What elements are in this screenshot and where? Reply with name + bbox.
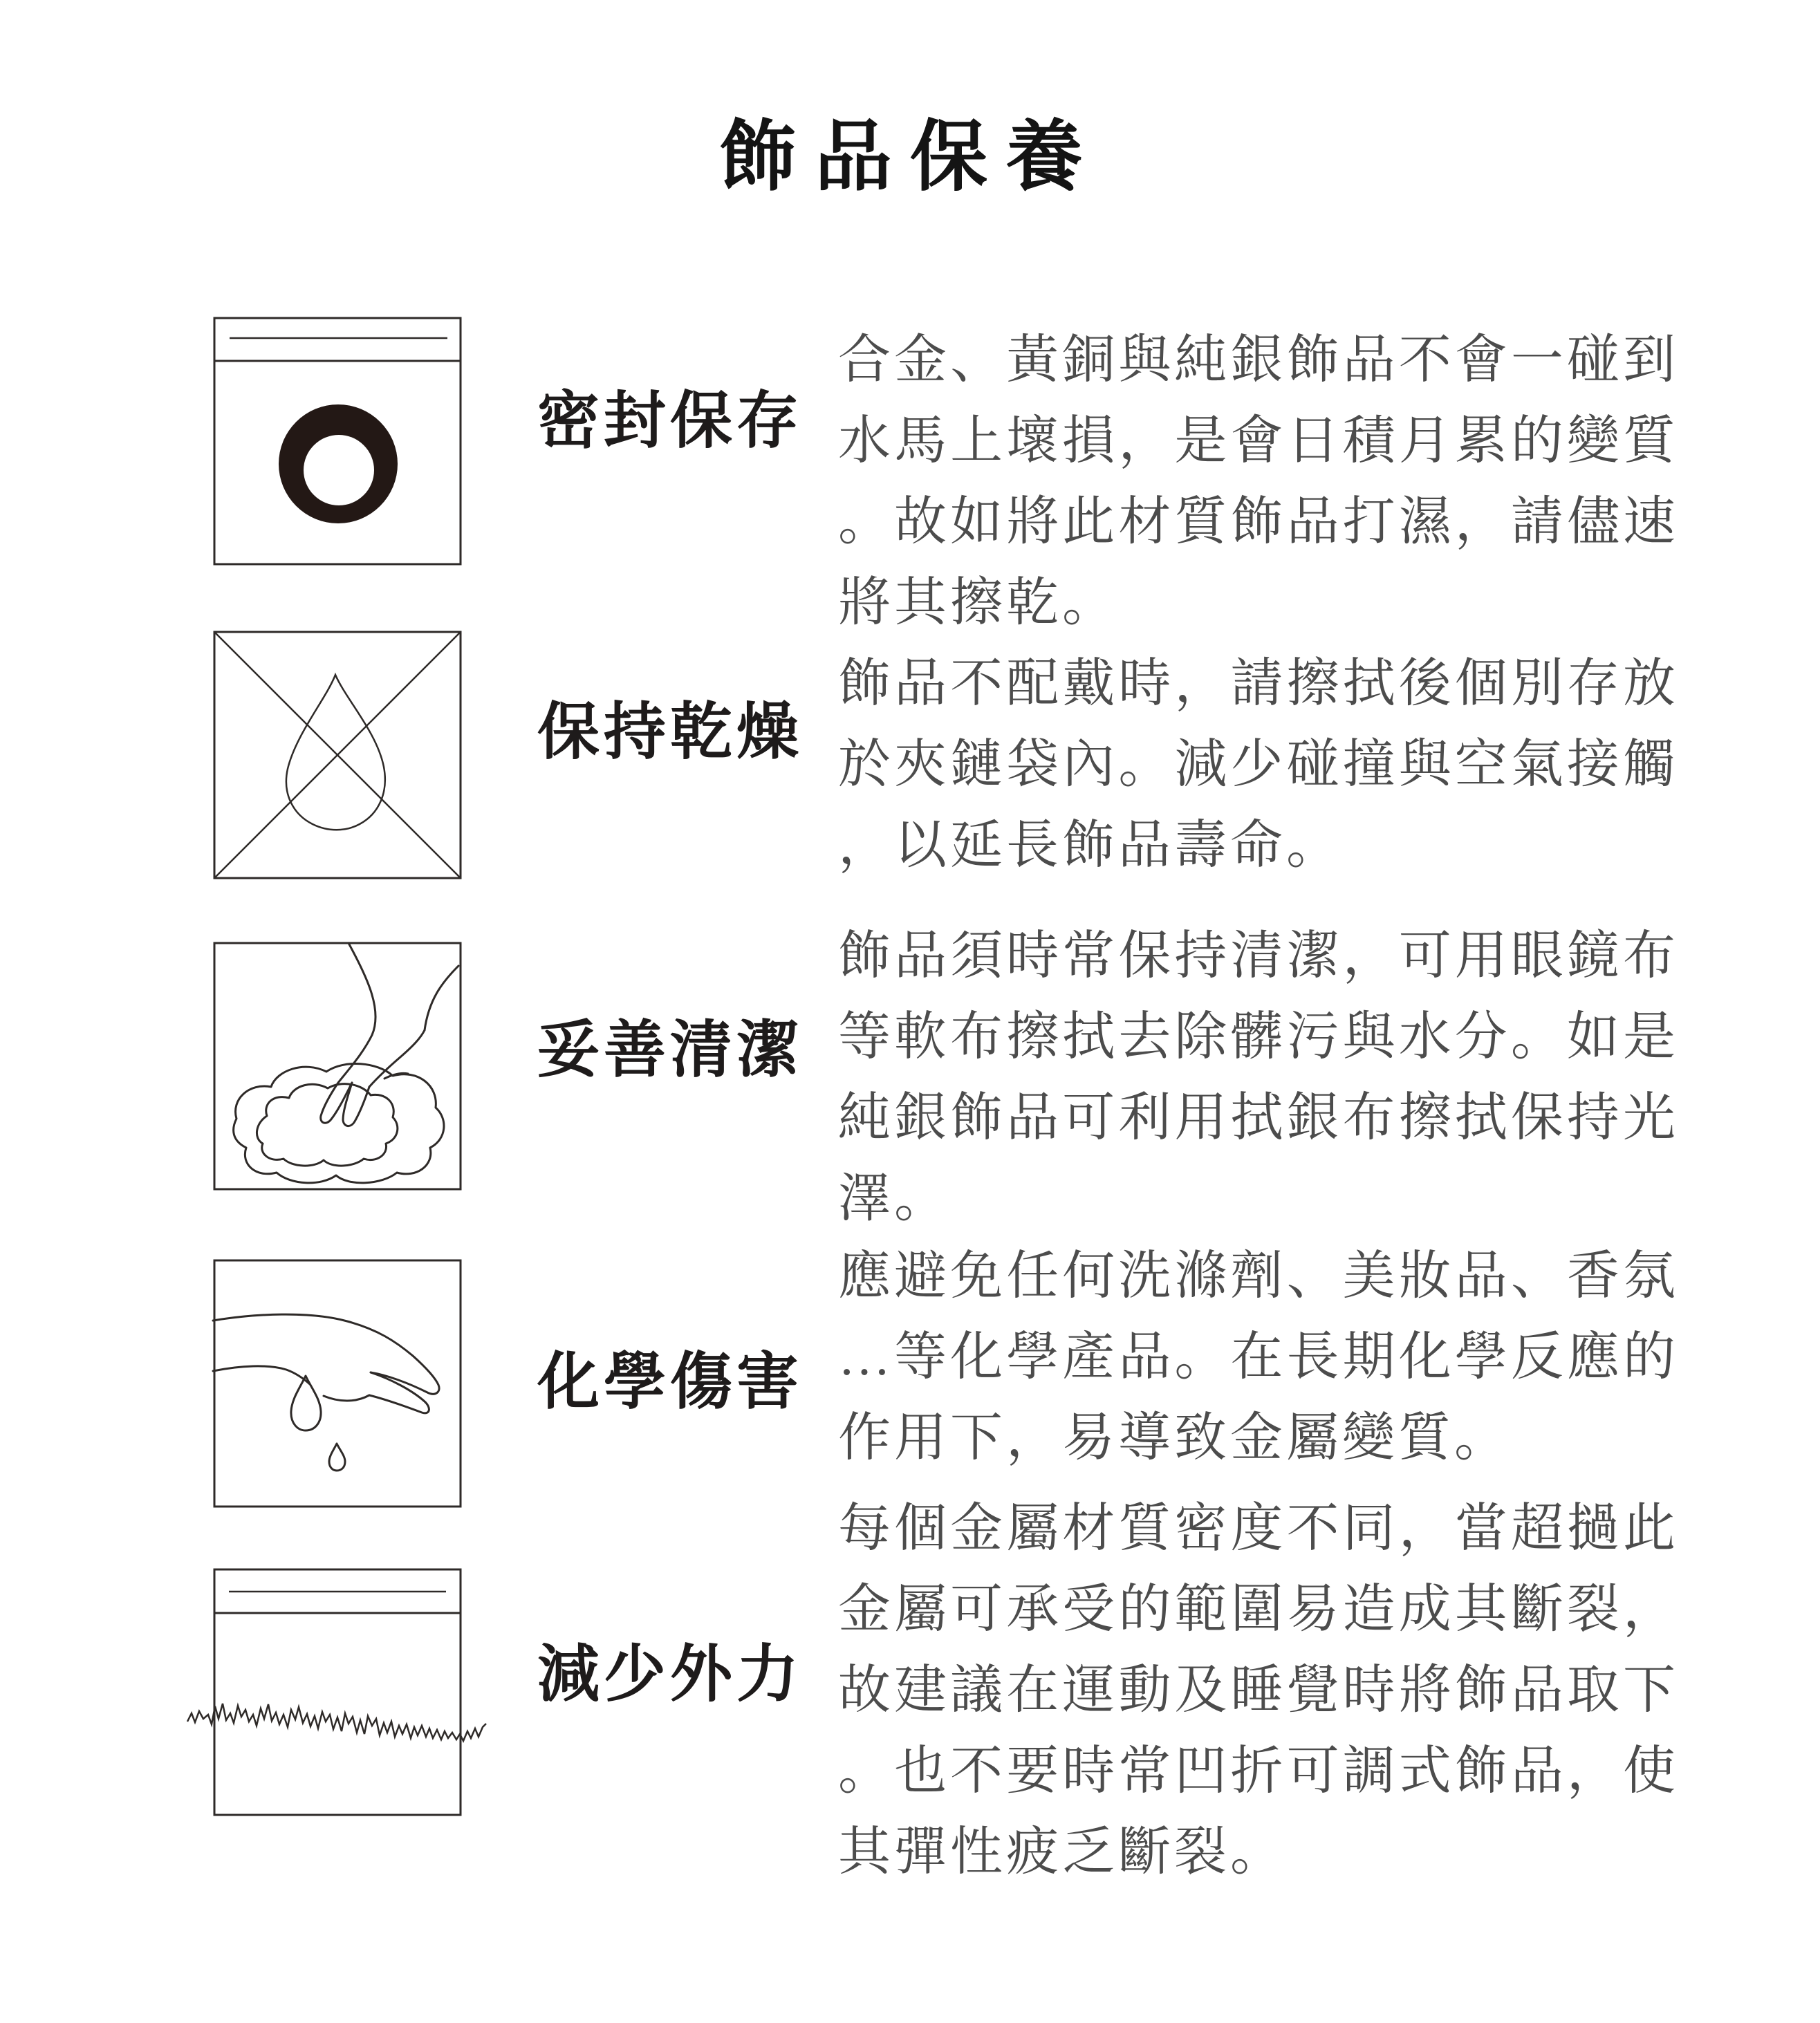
page-title: 飾品保養: [719, 115, 1101, 201]
section-body: 合金、黃銅與純銀飾品不會一碰到水馬上壞損，是會日積月累的變質。故如將此材質飾品打濕，請儘速將其擦乾。: [838, 331, 1679, 632]
hand-chemical-drops-icon: [213, 1259, 462, 1508]
section-body: 飾品須時常保持清潔，可用眼鏡布等軟布擦拭去除髒污與水分。如是純銀飾品可利用拭銀布擦拭保持光澤。: [838, 927, 1679, 1228]
section-heading: 化學傷害: [537, 1348, 803, 1417]
section-heading: 減少外力: [537, 1641, 803, 1709]
section-heading: 保持乾燥: [537, 698, 803, 767]
section-heading: 妥善清潔: [537, 1016, 803, 1085]
section-body: 飾品不配戴時，請擦拭後個別存放於夾鏈袋內。減少碰撞與空氣接觸，以延長飾品壽命。: [838, 655, 1679, 875]
section-body: 每個金屬材質密度不同，當超撾此金屬可承受的範圍易造成其斷裂，故建議在運動及睡覺時將飾品取下。也不要時常凹折可調式飾品，使其彈性疲乏斷裂。: [838, 1500, 1679, 1881]
ziplock-bag-ring-icon: [213, 317, 462, 566]
section-heading: 密封保存: [537, 387, 803, 456]
hand-wiping-cloth-icon: [213, 942, 462, 1191]
section-body: 應避免任何洗滌劑、美妝品、香氛…等化學產品。在長期化學反應的作用下，易導致金屬變質。: [838, 1247, 1679, 1467]
ziplock-bag-crack-icon: [213, 1568, 462, 1817]
no-water-drop-icon: [213, 631, 462, 879]
